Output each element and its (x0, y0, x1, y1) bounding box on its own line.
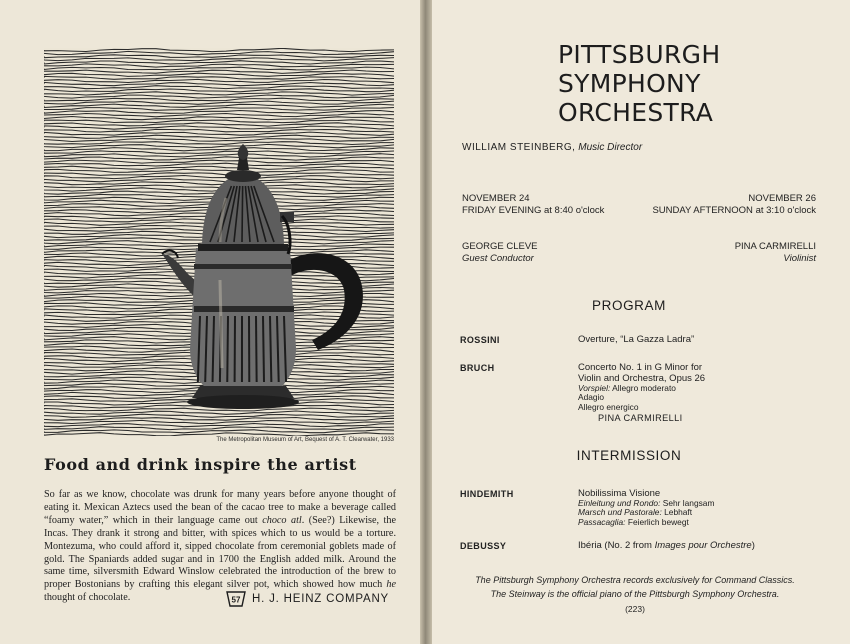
ad-headline: Food and drink inspire the artist (44, 455, 357, 474)
director-role: Music Director (578, 142, 643, 153)
composer-debussy: DEBUSSY (460, 541, 507, 551)
work-rossini: Overture, “La Gazza Ladra” (578, 334, 695, 345)
page-number: (223) (625, 604, 645, 614)
ad-body-text: So far as we know, chocolate was drunk for many years before anyone thought of eating it. Mexican Aztecs used the bean of the cacao tree to make a beverage called “foamy water,” which in their language came out choco atl. (See?) Likewise, the Incas. They drank it strong and bitter, with spices which to us would be a torture. Montezuma, who could afford it, sipped chocolate from ceremonial goblets made of gold. The Spaniards added sugar and in 1700 the English added milk. Around the same time, silversmith Edward Winslow celebrated the introduction of the brew to proper Bostonians by crafting this elegant silver pot, which showed how much he thought of chocolate. (44, 489, 397, 604)
heinz-logo (226, 588, 406, 610)
movement: Einleitung und Rondo: Sehr langsam (578, 498, 715, 508)
heinz-badge-number: 57 (231, 595, 241, 605)
guest-conductor (462, 241, 538, 265)
left-page (0, 0, 420, 644)
performance-when: SUNDAY AFTERNOON (652, 205, 753, 216)
book-spine (420, 0, 432, 644)
guest-violinist (735, 241, 816, 265)
composer-rossini: ROSSINI (460, 335, 500, 345)
image-credit: The Metropolitan Museum of Art, Bequest of A. T. Clearwater, 1933 (216, 437, 394, 443)
steinway-note: The Steinway is the official piano of the Pittsburgh Symphony Orchestra. (490, 589, 780, 599)
artist-name: PINA CARMIRELLI (734, 241, 816, 252)
work-line: Violin and Orchestra, Opus 26 (578, 373, 706, 384)
performance-date: NOVEMBER 24 (462, 193, 530, 204)
title-line-1: PITTSBURGH (558, 40, 721, 69)
artist-role: Violinist (783, 253, 816, 264)
soloist-name: PINA CARMIRELLI (598, 413, 683, 423)
work-hindemith (578, 488, 714, 527)
chocolate-pot-engraving (44, 48, 394, 436)
performance-friday (462, 193, 604, 217)
artist-role: Guest Conductor (462, 253, 534, 264)
title-line-2: SYMPHONY (558, 69, 701, 98)
heinz-company-name: H. J. HEINZ COMPANY (252, 593, 390, 605)
movement: Allegro energico (578, 401, 639, 412)
heinz-57-badge-icon (226, 591, 246, 607)
work-line: Concerto No. 1 in G Minor for (578, 362, 703, 373)
music-director (462, 142, 642, 153)
orchestra-title (558, 40, 798, 127)
work-bruch (578, 362, 705, 412)
intermission-heading: INTERMISSION (576, 448, 682, 463)
movement: Passacaglia: Feierlich bewegt (578, 516, 689, 527)
program-heading: PROGRAM (592, 298, 666, 313)
performance-when: FRIDAY EVENING (462, 205, 542, 216)
performance-time: at 8:40 o'clock (544, 205, 605, 216)
work-line: Nobilissima Visione (578, 488, 661, 499)
title-line-3: ORCHESTRA (558, 98, 714, 127)
performance-time: at 3:10 o'clock (755, 205, 816, 216)
right-page (432, 0, 850, 644)
movement: Vorspiel: Allegro moderato (578, 383, 676, 393)
work-debussy: Ibéria (No. 2 from Images pour Orchestre) (578, 540, 755, 551)
artist-name: GEORGE CLEVE (462, 241, 538, 252)
movement: Adagio (578, 392, 605, 403)
performance-date: NOVEMBER 26 (748, 193, 816, 204)
composer-hindemith: HINDEMITH (460, 489, 514, 499)
composer-bruch: BRUCH (460, 363, 495, 373)
performance-sunday (652, 193, 816, 217)
director-name: WILLIAM STEINBERG, (462, 142, 576, 153)
recording-note: The Pittsburgh Symphony Orchestra records exclusively for Command Classics. (475, 575, 795, 585)
movement: Marsch und Pastorale: Lebhaft (578, 507, 693, 518)
